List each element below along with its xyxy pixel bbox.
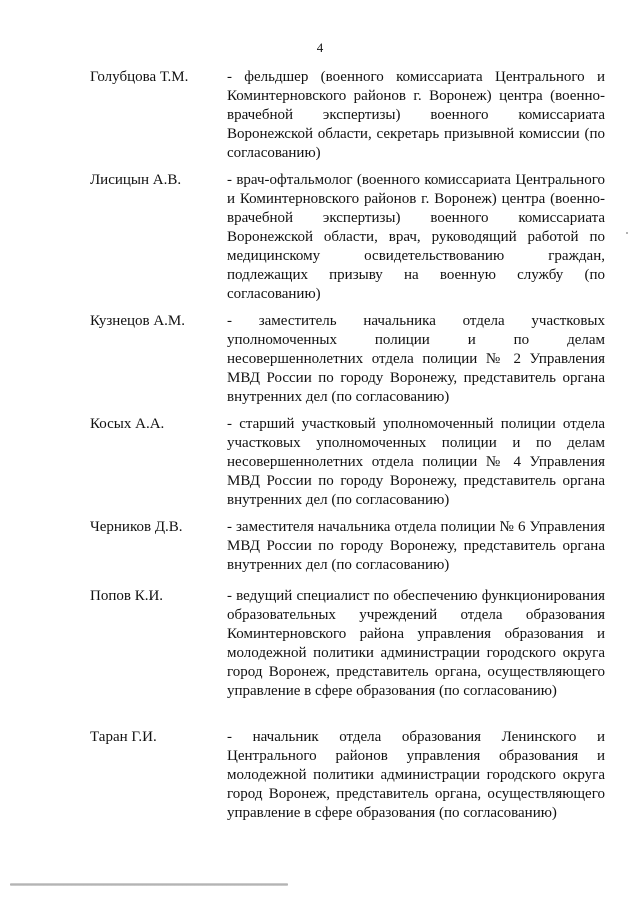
member-description: - заместителя начальника отдела полиции № 6 Управления МВД России по городу Воронежу, представитель органа внутренних дел (по согласованию) <box>227 519 605 573</box>
member-description: - ведущий специалист по обеспечению функционирования образовательных учреждений отдела образования Коминтерновского района управления образования и молодежной политики администрации городского округа город Воронеж, представитель органа, осуществляющего управление в сфере образования (по согласованию) <box>227 588 605 699</box>
member-name: Лисицын А.В. <box>90 172 182 188</box>
member-description: - заместитель начальника отдела участковых уполномоченных полиции и по делам несовершеннолетних отдела полиции № 2 Управления МВД России по городу Воронежу, представитель органа внутренних дел (по согласованию) <box>227 313 605 405</box>
member-name: Черников Д.В. <box>90 519 183 535</box>
member-name: Таран Г.И. <box>90 729 157 745</box>
member-name: Косых А.А. <box>90 416 165 432</box>
member-name: Кузнецов А.М. <box>90 313 186 329</box>
page-number: 4 <box>316 40 324 55</box>
scan-speck <box>626 232 628 234</box>
member-name: Попов К.И. <box>90 588 164 604</box>
member-name: Голубцова Т.М. <box>90 69 189 85</box>
member-description: - старший участковый уполномоченный полиции отдела участковых уполномоченных полиции и по делам несовершеннолетних отдела полиции № 4 Управления МВД России по городу Воронежу, представитель органа внутренних дел (по согласованию) <box>227 416 605 508</box>
member-description: - врач-офтальмолог (военного комиссариата Центрального и Коминтерновского районов г. Воронеж) центра (военно-врачебной экспертизы) военного комиссариата Воронежской области, врач, руководящий работой по медицинскому освидетельствованию граждан, подлежащих призыву на военную службу (по согласованию) <box>227 172 605 302</box>
member-description: - начальник отдела образования Ленинского и Центрального районов управления образования и молодежной политики администрации городского округа город Воронеж, представитель органа, осуществляющего управление в сфере образования (по согласованию) <box>227 729 605 821</box>
member-description: - фельдшер (военного комиссариата Центрального и Коминтерновского районов г. Воронеж) центра (военно-врачебной экспертизы) военного комиссариата Воронежской области, секретарь призывной комиссии (по согласованию) <box>227 69 605 161</box>
scan-edge-line <box>10 883 288 886</box>
